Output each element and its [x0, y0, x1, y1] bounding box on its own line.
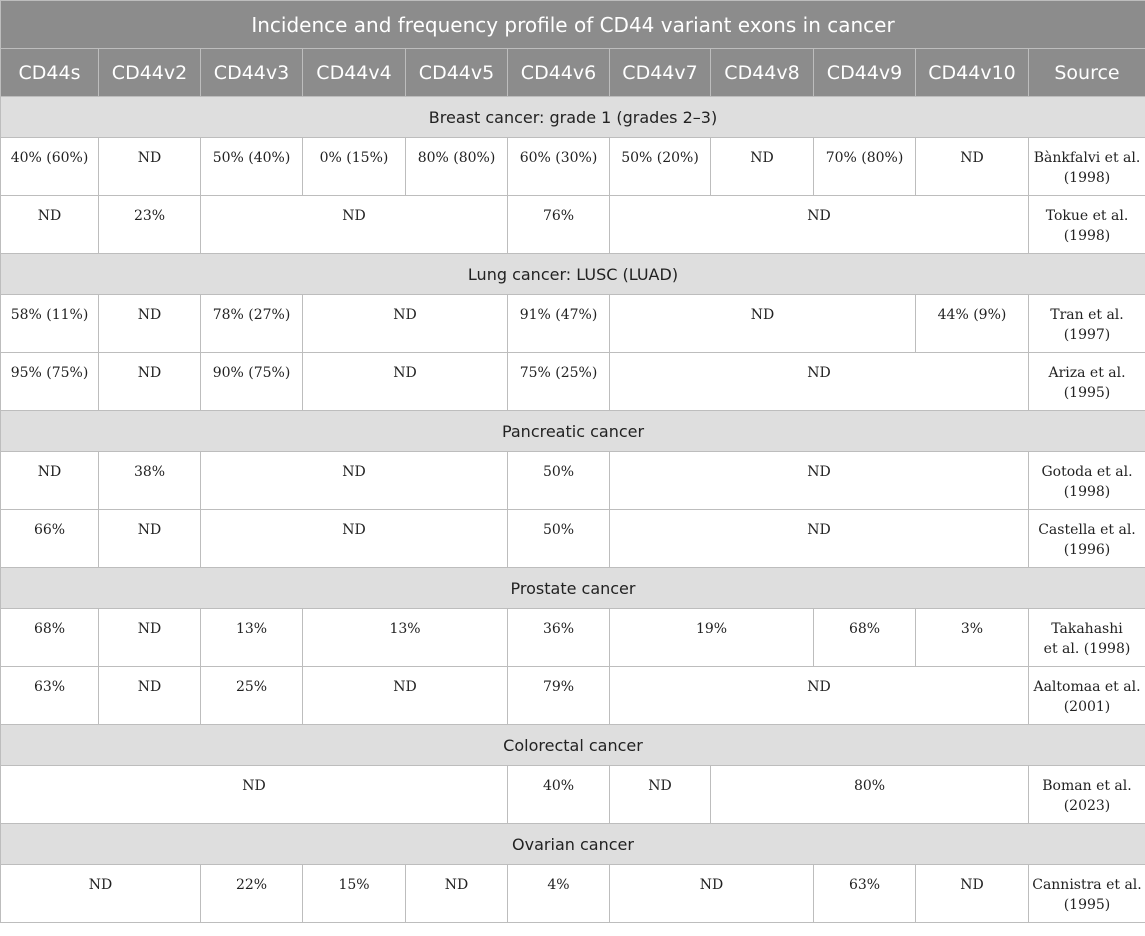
- table-row: [1, 452, 1145, 510]
- source-line: (1998): [1063, 170, 1111, 186]
- table-cell: 63%: [1, 667, 99, 725]
- table-cell: ND: [610, 667, 1029, 725]
- section-header-row: [1, 725, 1145, 766]
- table-cell: ND: [1, 452, 99, 510]
- table-cell: ND: [201, 196, 508, 254]
- table-cell: ND: [303, 667, 508, 725]
- table-cell: ND: [610, 353, 1029, 411]
- column-header: CD44v7: [610, 49, 711, 97]
- source-line: Gotoda et al.: [1041, 464, 1133, 480]
- table-row: [1, 196, 1145, 254]
- source-cell: [1029, 452, 1145, 510]
- table-cell: ND: [201, 510, 508, 568]
- source-line: Takahashi: [1051, 621, 1123, 637]
- source-line: Aaltomaa et al.: [1033, 679, 1141, 695]
- source-cell: [1029, 353, 1145, 411]
- table-cell: 25%: [201, 667, 303, 725]
- table-cell: 15%: [303, 865, 406, 923]
- source-cell: [1029, 609, 1145, 667]
- section-header-row: [1, 568, 1145, 609]
- table-cell: ND: [99, 510, 201, 568]
- table-row: [1, 766, 1145, 824]
- column-header: CD44v9: [814, 49, 916, 97]
- table-cell: ND: [1, 766, 508, 824]
- source-line: (1995): [1063, 385, 1111, 401]
- column-header: CD44v4: [303, 49, 406, 97]
- table-cell: ND: [99, 295, 201, 353]
- table-cell: ND: [303, 353, 508, 411]
- table-cell: ND: [711, 138, 814, 196]
- table-cell: 58% (11%): [1, 295, 99, 353]
- source-cell: [1029, 510, 1145, 568]
- table-cell: 50%: [508, 510, 610, 568]
- table-cell: 50% (20%): [610, 138, 711, 196]
- table-title: Incidence and frequency profile of CD44 variant exons in cancer: [1, 1, 1145, 49]
- table-row: [1, 865, 1145, 923]
- source-cell: [1029, 865, 1145, 923]
- table-body: [1, 97, 1145, 923]
- section-label: Ovarian cancer: [1, 824, 1145, 865]
- source-cell: [1029, 196, 1145, 254]
- table-cell: 0% (15%): [303, 138, 406, 196]
- table-row: [1, 510, 1145, 568]
- table-cell: ND: [99, 138, 201, 196]
- source-line: (2023): [1063, 798, 1111, 814]
- table-cell: 13%: [303, 609, 508, 667]
- source-cell: [1029, 766, 1145, 824]
- table-cell: 68%: [814, 609, 916, 667]
- table-cell: ND: [99, 353, 201, 411]
- column-header: Source: [1029, 49, 1145, 97]
- section-header-row: [1, 824, 1145, 865]
- table-cell: 78% (27%): [201, 295, 303, 353]
- table-cell: 44% (9%): [916, 295, 1029, 353]
- source-cell: [1029, 667, 1145, 725]
- table-cell: 91% (47%): [508, 295, 610, 353]
- source-line: Bànkfalvi et al.: [1033, 150, 1141, 166]
- table-cell: 70% (80%): [814, 138, 916, 196]
- table-cell: ND: [610, 196, 1029, 254]
- column-header: CD44s: [1, 49, 99, 97]
- table-cell: 13%: [201, 609, 303, 667]
- table-cell: ND: [916, 865, 1029, 923]
- source-cell: [1029, 138, 1145, 196]
- table-cell: 68%: [1, 609, 99, 667]
- table-cell: 95% (75%): [1, 353, 99, 411]
- table-cell: ND: [610, 766, 711, 824]
- table-cell: ND: [406, 865, 508, 923]
- table-cell: 79%: [508, 667, 610, 725]
- table-cell: 40% (60%): [1, 138, 99, 196]
- source-line: et al. (1998): [1043, 641, 1131, 657]
- table-row: [1, 667, 1145, 725]
- table-cell: ND: [303, 295, 508, 353]
- table-cell: ND: [610, 510, 1029, 568]
- table-cell: ND: [610, 865, 814, 923]
- column-header-row: [1, 49, 1145, 97]
- table-cell: ND: [916, 138, 1029, 196]
- source-line: Tokue et al.: [1045, 208, 1129, 224]
- table-cell: 80%: [711, 766, 1029, 824]
- table-cell: 3%: [916, 609, 1029, 667]
- table-cell: 22%: [201, 865, 303, 923]
- section-label: Lung cancer: LUSC (LUAD): [1, 254, 1145, 295]
- table-cell: 4%: [508, 865, 610, 923]
- table-cell: 23%: [99, 196, 201, 254]
- section-header-row: [1, 97, 1145, 138]
- column-header: CD44v2: [99, 49, 201, 97]
- source-line: Castella et al.: [1038, 522, 1136, 538]
- table-cell: ND: [1, 865, 201, 923]
- source-line: (1998): [1063, 228, 1111, 244]
- table-cell: 63%: [814, 865, 916, 923]
- table-cell: 76%: [508, 196, 610, 254]
- column-header: CD44v8: [711, 49, 814, 97]
- table-cell: ND: [610, 295, 916, 353]
- table-cell: 50%: [508, 452, 610, 510]
- table-cell: 38%: [99, 452, 201, 510]
- table-row: [1, 609, 1145, 667]
- column-header: CD44v10: [916, 49, 1029, 97]
- section-label: Prostate cancer: [1, 568, 1145, 609]
- table-cell: 40%: [508, 766, 610, 824]
- table-cell: 60% (30%): [508, 138, 610, 196]
- table-cell: ND: [201, 452, 508, 510]
- table-cell: 50% (40%): [201, 138, 303, 196]
- source-line: Ariza et al.: [1048, 365, 1126, 381]
- source-line: (1997): [1063, 327, 1111, 343]
- source-line: Cannistra et al.: [1032, 877, 1142, 893]
- table-row: [1, 138, 1145, 196]
- table-cell: 66%: [1, 510, 99, 568]
- source-line: (2001): [1063, 699, 1111, 715]
- section-header-row: [1, 254, 1145, 295]
- table-cell: 75% (25%): [508, 353, 610, 411]
- source-line: (1996): [1063, 542, 1111, 558]
- table-row: [1, 295, 1145, 353]
- table-cell: 36%: [508, 609, 610, 667]
- table-row: [1, 353, 1145, 411]
- table-cell: 80% (80%): [406, 138, 508, 196]
- column-header: CD44v5: [406, 49, 508, 97]
- section-label: Pancreatic cancer: [1, 411, 1145, 452]
- table-cell: ND: [99, 667, 201, 725]
- source-line: (1998): [1063, 484, 1111, 500]
- section-header-row: [1, 411, 1145, 452]
- table-cell: 19%: [610, 609, 814, 667]
- source-line: (1995): [1063, 897, 1111, 913]
- section-label: Breast cancer: grade 1 (grades 2–3): [1, 97, 1145, 138]
- table-cell: ND: [610, 452, 1029, 510]
- table-cell: ND: [1, 196, 99, 254]
- table-cell: ND: [99, 609, 201, 667]
- source-line: Boman et al.: [1042, 778, 1132, 794]
- section-label: Colorectal cancer: [1, 725, 1145, 766]
- table-cell: 90% (75%): [201, 353, 303, 411]
- source-line: Tran et al.: [1050, 307, 1124, 323]
- source-cell: [1029, 295, 1145, 353]
- column-header: CD44v3: [201, 49, 303, 97]
- column-header: CD44v6: [508, 49, 610, 97]
